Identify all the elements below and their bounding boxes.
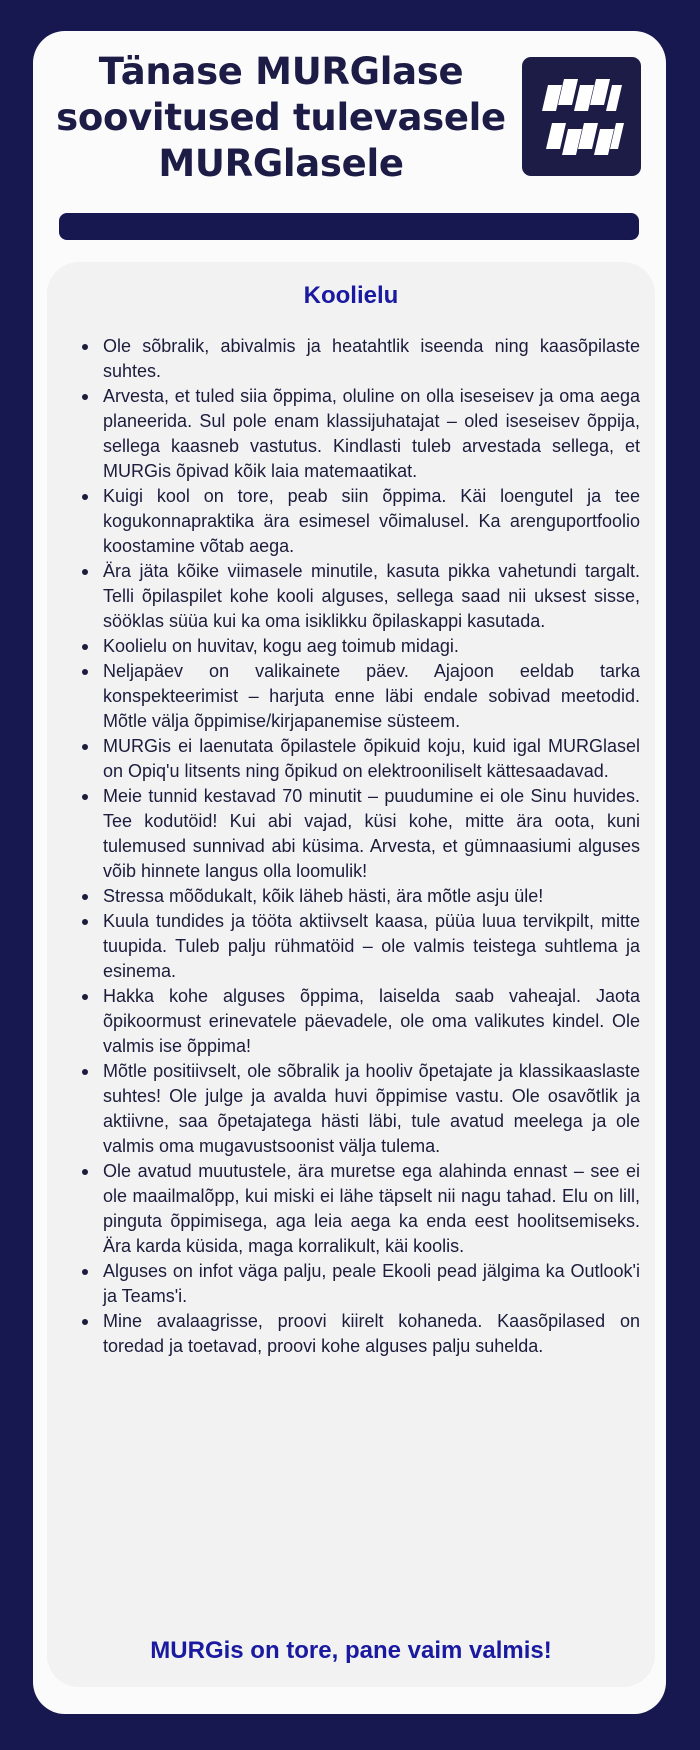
list-item: Koolielu on huvitav, kogu aeg toimub midagi. [103,634,640,659]
list-item: Meie tunnid kestavad 70 minutit – puudumine ei ole Sinu huvides. Tee kodutöid! Kui abi vajad, küsi kohe, mitte ära oota, kuni tulemused sunnivad abi küsima. Arvesta, et gümnaasiumi alguses võib hinnete langus olla loomulik! [103,784,640,884]
list-item: Stressa mõõdukalt, kõik läheb hästi, ära mõtle asju üle! [103,884,640,909]
murg-logo-icon [522,57,641,176]
list-item: Alguses on infot väga palju, peale Ekooli pead jälgima ka Outlook'i ja Teams'i. [103,1259,640,1309]
closing-slogan: MURGis on tore, pane vaim valmis! [150,1637,552,1664]
list-item: Ära jäta kõike viimasele minutile, kasuta pikka vahetundi targalt. Telli õpilaspilet kohe kooli alguses, sellega saad nii uksest sisse, sööklas süüa kui ka oma isiklikku õpilaskappi kasutada. [103,559,640,634]
list-item: Ole avatud muutustele, ära muretse ega alahinda ennast – see ei ole maailmalõpp, kui miski ei lähe täpselt nii nagu tahad. Elu on lill, pinguta õppimisega, aga leia aega ka enda eest hoolitsemiseks. Ära karda küsida, maga korralikult, käi koolis. [103,1159,640,1259]
content-panel [47,262,655,1687]
list-item: Neljapäev on valikainete päev. Ajajoon eeldab tarka konspekteerimist – harjuta enne läbi endale sobivad meetodid. Mõtle välja õppimise/kirjapanemise süsteem. [103,659,640,734]
list-item: Ole sõbralik, abivalmis ja heatahtlik iseenda ning kaasõpilaste suhtes. [103,334,640,384]
page-title: Tänase MURGlase soovitused tulevasele MURGlasele [56,50,506,185]
list-item: Arvesta, et tuled siia õppima, oluline on olla iseseisev ja oma aega planeerida. Sul pole enam klassijuhatajat – oled iseseisev õppija, sellega kaasneb vastutus. Kindlasti tuleb arvestada sellega, et MURGis õpivad kõik laia matemaatikat. [103,384,640,484]
poster-card [33,31,666,1714]
list-item: Mine avalaagrisse, proovi kiirelt kohaneda. Kaasõpilased on toredad ja toetavad, proovi kohe alguses palju suhelda. [103,1309,640,1359]
list-item: MURGis ei laenutata õpilastele õpikuid koju, kuid igal MURGlasel on Opiq'u litsents ning õpikud on elektrooniliselt kättesaadavad. [103,734,640,784]
list-item: Kuigi kool on tore, peab siin õppima. Käi loengutel ja tee kogukonnapraktika ära esimesel võimalusel. Ka arenguportfoolio koostamine võtab aega. [103,484,640,559]
list-item: Hakka kohe alguses õppima, laiselda saab vaheajal. Jaota õpikoormust erinevatele päevadele, ole oma valikutes kindel. Ole valmis ise õppima! [103,984,640,1059]
list-item: Kuula tundides ja tööta aktiivselt kaasa, püüa luua tervikpilt, mitte tuupida. Tuleb palju rühmatöid – ole valmis teistega suhtlema ja esinema. [103,909,640,984]
header-divider-bar [59,213,639,240]
list-item: Mõtle positiivselt, ole sõbralik ja hooliv õpetajate ja klassikaaslaste suhtes! Ole julge ja avalda huvi õppimise vastu. Ole osavõtlik ja aktiivne, saa õpetajatega hästi läbi, tule avatud meelega ja ole valmis oma mugavustsoonist välja tulema. [103,1059,640,1159]
section-title: Koolielu [303,282,399,309]
tips-list [77,334,640,1359]
